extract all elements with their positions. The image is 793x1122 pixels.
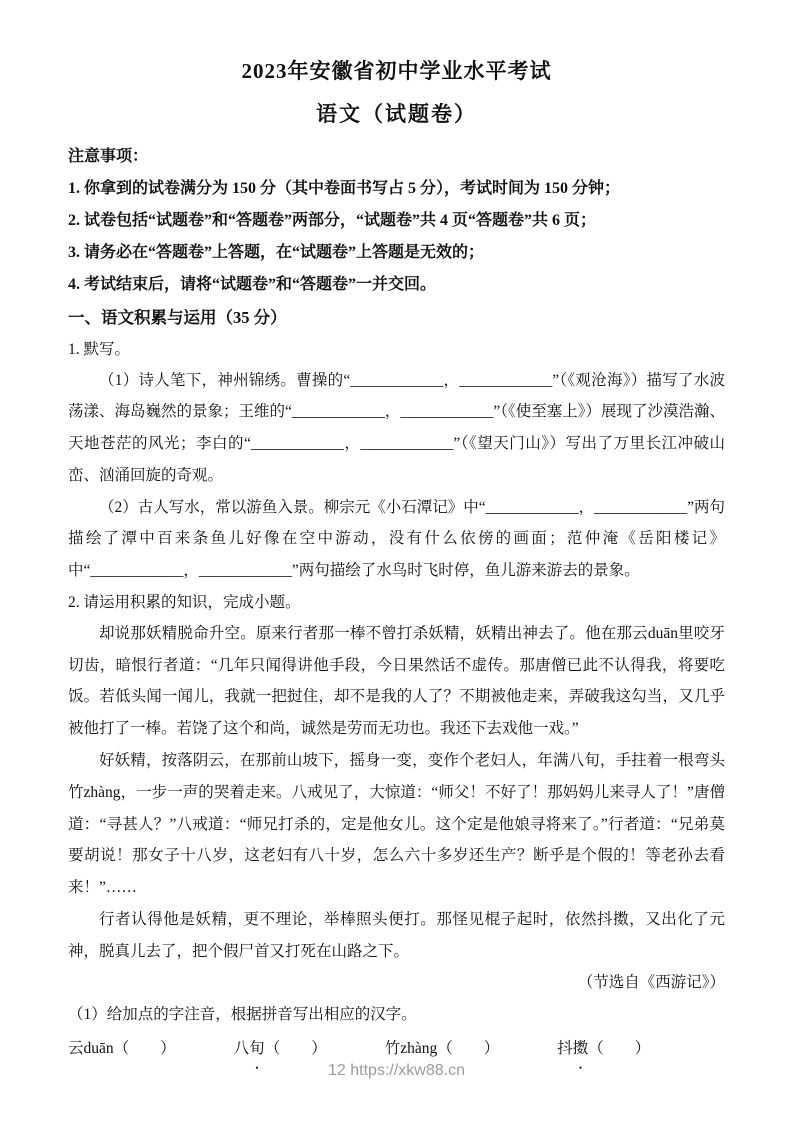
answer-blank: （ ） xyxy=(113,1039,176,1057)
pinyin-answer-row xyxy=(68,1033,725,1066)
answer-blank: （ ） xyxy=(588,1039,651,1057)
footer-watermark: 12 https://xkw88.cn xyxy=(328,1062,465,1079)
excerpt-paragraph: 行者认得他是妖精，更不理论，举棒照头便打。那怪见棍子起时，依然抖擞，又出化了元神，脱真儿去了，把个假尸首又打死在山路之下。 xyxy=(68,910,725,960)
section-one-heading: 一、语文积累与运用（35 分） xyxy=(68,307,287,327)
answer-blank: （ ） xyxy=(264,1039,327,1057)
question-2-sub-1-label: （1）给加点的字注音，根据拼音写出相应的汉字。 xyxy=(68,1006,417,1024)
notice-item: 2. 试卷包括“试题卷”和“答题卷”两部分，“试题卷”共 4 页“答题卷”共 6 页； xyxy=(68,211,597,229)
pinyin-answer-item xyxy=(557,1033,650,1066)
answer-term-dotted: 旬 xyxy=(249,1039,265,1057)
notice-item: 3. 请务必在“答题卷”上答题，在“试题卷”上答题是无效的； xyxy=(68,243,485,261)
pinyin-answer-item xyxy=(234,1033,327,1066)
question-1-part-2: （2）古人写水，常以游鱼入景。柳宗元《小石潭记》中“____________，____________”两句描绘了潭中百来条鱼儿好像在空中游动，没有什么依傍的画面；范仲淹《岳阳楼记》中“____________，____________”两句描绘了水鸟时飞时停，鱼儿游来游去的景象。 xyxy=(68,498,726,580)
page-title: 2023年安徽省初中学业水平考试 xyxy=(241,59,552,83)
notice-item: 4. 考试结束后，请将“试题卷”和“答题卷”一并交回。 xyxy=(68,275,437,293)
answer-term: 八 xyxy=(233,1039,250,1057)
excerpt-paragraph: 却说那妖精脱命升空。原来行者那一棒不曾打杀妖精，妖精出神去了。他在那云duān里咬牙切齿，暗恨行者道：“几年只闻得讲他手段，今日果然话不虚传。那唐僧已此不认得我，将要吃饭。若低头闻一闻儿，我就一把挝住，却不是我的人了？不期被他走来，弄破我这勾当，又几乎被他打了一棒。若饶了这个和尚，诚然是劳而无功也。我还下去戏他一戏。” xyxy=(68,624,725,738)
answer-term: 抖 xyxy=(557,1039,573,1057)
answer-term: 竹zhàng xyxy=(384,1039,438,1057)
answer-term-dotted: 擞 xyxy=(572,1039,589,1057)
pinyin-answer-item xyxy=(68,1033,176,1066)
source-attribution: （节选自《西游记》） xyxy=(577,974,725,992)
notices-heading: 注意事项： xyxy=(68,147,149,165)
question-2-label: 2. 请运用积累的知识，完成小题。 xyxy=(68,593,301,611)
answer-blank: （ ） xyxy=(437,1039,500,1057)
excerpt-paragraph: 好妖精，按落阴云，在那前山坡下，摇身一变，变作个老妇人，年满八旬，手拄着一根弯头竹zhàng，一步一声的哭着走来。八戒见了，大惊道：“师父！不好了！那妈妈儿来寻人了！”唐僧道：“寻甚人？”八戒道：“师兄打杀的，定是他女儿。这个定是他娘寻将来了。”行者道：“兄弟莫要胡说！那女子十八岁，这老妇有八十岁，怎么六十多岁还生产？断乎是个假的！等老孙去看来！”…… xyxy=(68,752,725,897)
pinyin-answer-item xyxy=(385,1033,500,1066)
answer-term: 云duān xyxy=(68,1039,114,1057)
page-subtitle: 语文（试题卷） xyxy=(316,102,477,127)
question-1-part-1: （1）诗人笔下，神州锦绣。曹操的“____________，____________”（《观沧海》）描写了水波荡漾、海岛巍然的景象；王维的“____________，____________”（《使至塞上》）展现了沙漠浩瀚、天地苍茫的风光；李白的“____________，____________”（《望天门山》）写出了万里长江冲破山峦、汹涌回旋的奇观。 xyxy=(68,371,726,484)
notice-item: 1. 你拿到的试卷满分为 150 分（其中卷面书写占 5 分），考试时间为 150 分钟； xyxy=(68,179,621,197)
question-1-label: 1. 默写。 xyxy=(68,340,131,358)
